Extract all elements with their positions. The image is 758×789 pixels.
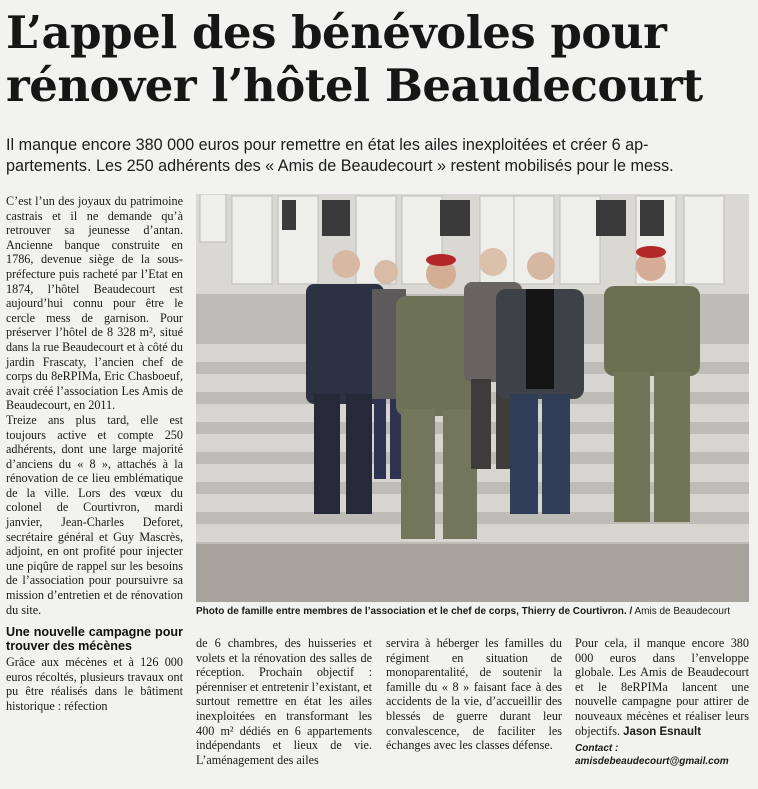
article-column-2 <box>196 636 372 767</box>
group-photo <box>196 194 749 602</box>
photo-credit: Amis de Beaudecourt <box>634 606 731 617</box>
article-paragraph-2: Treize ans plus tard, elle est toujours active et compte 250 adhérents, dont une large majorité d’anciens du « 8 », attachés à la rénovation de ce lieu emblématique de la ville. Lors des vœux du colonel de Courtivron, mardi janvier, Jean-Charles Deforet, secrétaire général et Guy Mascrès, adjoint, en ont profité pour injecter une piqûre de rappel sur les besoins de l’association pour poursuivre sa mission d’entretien et de rénovation du site. <box>6 412 183 617</box>
article-paragraph-1: C’est l’un des joyaux du patrimoine castrais et il ne demande qu’à retrouver sa jeunesse d’antan. Ancienne banque construite en 1786, devenue siège de la sous-préfecture puis racheté par l’Etat en 1874, l’hôtel Beaudecourt est aujourd’hui connu pour être le cercle mess de garnison. Pour préserver l’hôtel de 8 328 m², situé dans la rue Beaudecourt et à côté du jardin Frascaty, l’ancien chef de corps du 8eRPIMa, Eric Chasboeuf, avait créé l’association Les Amis de Beaudecourt, en 2011. <box>6 194 183 413</box>
article-column-4 <box>575 636 749 768</box>
standfirst-line-1: Il manque encore 380 000 euros pour remettre en état les ailes inexploitées et créer 6 ap- <box>6 136 649 154</box>
headline-line-2: rénover l’hôtel Beaudecourt <box>6 59 703 112</box>
standfirst <box>6 135 754 177</box>
article-paragraph-3: Grâce aux mécènes et à 126 000 euros récoltés, plusieurs travaux ont pu être réalisés dans le bâtiment historique : réfection <box>6 655 183 713</box>
contact-email: Contact : amisdebeaudecourt@gmail.com <box>575 743 729 767</box>
headline <box>6 6 754 112</box>
photo-caption <box>196 605 749 619</box>
article-column-1 <box>6 194 183 714</box>
headline-line-1: L’appel des bénévoles pour <box>6 6 667 59</box>
article-column-3 <box>386 636 562 753</box>
article-paragraph-5: servira à héberger les familles du régiment en situation de monoparentalité, de soutenir la famille du « 8 » faisant face à des accidents de la vie, d’accueillir des blessés de guerre durant leur convalescence, de faciliter les échanges avec les classes défense. <box>386 636 562 753</box>
author-signature: Jason Esnault <box>623 725 702 738</box>
photo-caption-text: Photo de famille entre membres de l’association et le chef de corps, Thierry de Courtivron. / <box>196 606 633 617</box>
article-paragraph-6 <box>575 636 749 739</box>
group-photo-illustration <box>196 194 749 602</box>
standfirst-line-2: partements. Les 250 adhérents des « Amis de Beaudecourt » restent mobilisés pour le mess. <box>6 157 674 175</box>
article-subhead: Une nouvelle campagne pour trouver des mécènes <box>6 625 183 654</box>
article-paragraph-6-text: Pour cela, il manque encore 380 000 euros dans l’enveloppe globale. Les Amis de Beaudecourt et le 8eRPIMa lancent une nouvelle campagne pour attirer de nouveaux mécènes et réaliser leurs objectifs. <box>575 636 749 738</box>
article-paragraph-4: de 6 chambres, des huisseries et volets et la rénovation des salles de réception. Prochain objectif : pérenniser et entretenir l’existant, et surtout remettre en état les ailes inexploitées en transformant les 400 m² dédiés en 6 appartements indépendants et lieux de vie. L’aménagement des ailes <box>196 636 372 767</box>
